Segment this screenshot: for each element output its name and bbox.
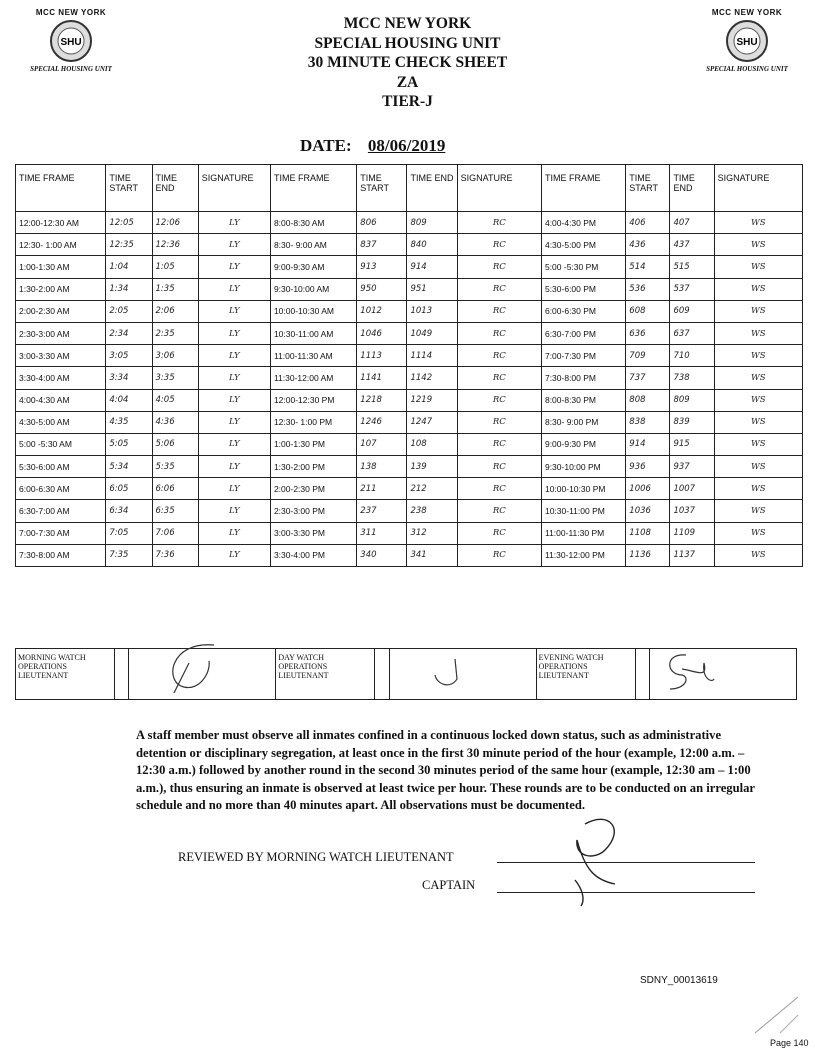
bates-number: SDNY_00013619	[640, 975, 718, 986]
signature-cell: RC	[457, 300, 541, 322]
time-frame-cell: 5:30-6:00 AM	[16, 456, 106, 478]
signature-cell: LY	[198, 322, 270, 344]
time-start-cell: 806	[357, 212, 407, 234]
column-header: SIGNATURE	[714, 165, 802, 212]
time-frame-cell: 5:00 -5:30 AM	[16, 433, 106, 455]
time-start-cell: 808	[626, 389, 670, 411]
signature-cell: WS	[714, 256, 802, 278]
time-start-cell: 6:05	[106, 478, 152, 500]
header-line-2: SPECIAL HOUSING UNIT	[314, 34, 501, 52]
column-header: TIME FRAME	[16, 165, 106, 212]
time-end-cell: 2:35	[152, 322, 198, 344]
time-frame-cell: 12:00-12:30 PM	[270, 389, 356, 411]
time-frame-cell: 1:30-2:00 PM	[270, 456, 356, 478]
table-row	[16, 300, 803, 322]
time-end-cell: 6:35	[152, 500, 198, 522]
day-watch-label: DAY WATCH OPERATIONS LIEUTENANT	[276, 649, 375, 700]
time-start-cell: 950	[357, 278, 407, 300]
time-end-cell: 1137	[670, 544, 714, 566]
time-start-cell: 1113	[357, 345, 407, 367]
time-end-cell: 809	[670, 389, 714, 411]
time-end-cell: 738	[670, 367, 714, 389]
table-row	[16, 478, 803, 500]
signature-cell: LY	[198, 300, 270, 322]
logo-bottom-text: SPECIAL HOUSING UNIT	[30, 65, 112, 73]
signature-cell: RC	[457, 256, 541, 278]
time-frame-cell: 12:30- 1:00 AM	[16, 234, 106, 256]
column-header: TIME END	[152, 165, 198, 212]
time-frame-cell: 2:00-2:30 PM	[270, 478, 356, 500]
sheet-header	[0, 14, 815, 112]
time-frame-cell: 3:30-4:00 PM	[270, 544, 356, 566]
reviewed-label: REVIEWED BY MORNING WATCH LIEUTENANT	[178, 850, 454, 864]
time-end-cell: 12:06	[152, 212, 198, 234]
table-row	[16, 234, 803, 256]
signature-cell: LY	[198, 478, 270, 500]
time-start-cell: 436	[626, 234, 670, 256]
time-frame-cell: 4:00-4:30 AM	[16, 389, 106, 411]
time-start-cell: 138	[357, 456, 407, 478]
time-end-cell: 6:06	[152, 478, 198, 500]
time-start-cell: 2:05	[106, 300, 152, 322]
time-frame-cell: 7:30-8:00 PM	[541, 367, 625, 389]
signature-cell: RC	[457, 345, 541, 367]
captain-label: CAPTAIN	[422, 878, 476, 892]
time-end-cell: 7:36	[152, 544, 198, 566]
time-frame-cell: 9:00-9:30 AM	[270, 256, 356, 278]
time-frame-cell: 7:30-8:00 AM	[16, 544, 106, 566]
time-frame-cell: 12:00-12:30 AM	[16, 212, 106, 234]
signature-cell: RC	[457, 322, 541, 344]
time-end-cell: 4:36	[152, 411, 198, 433]
time-frame-cell: 9:30-10:00 PM	[541, 456, 625, 478]
signature-cell: WS	[714, 300, 802, 322]
check-log-table	[15, 164, 803, 567]
time-end-cell: 809	[407, 212, 457, 234]
signature-cell: WS	[714, 456, 802, 478]
time-start-cell: 5:34	[106, 456, 152, 478]
time-end-cell: 1:35	[152, 278, 198, 300]
header-line-3: 30 MINUTE CHECK SHEET	[307, 54, 508, 71]
time-start-cell: 7:35	[106, 544, 152, 566]
table-row	[16, 389, 803, 411]
signature-cell: RC	[457, 389, 541, 411]
time-frame-cell: 2:30-3:00 PM	[270, 500, 356, 522]
signature-cell: RC	[457, 234, 541, 256]
signature-cell: LY	[198, 278, 270, 300]
policy-text: A staff member must observe all inmates confined in a continuous locked down status, such as administrative detention or disciplinary segregation, at least once in the first 30 minute period of the hour (example, 12:00 a.m. – 12:30 a.m.) followed by another round in the second 30 minutes period of the same hour (example, 12:30 am – 1:00 a.m.), thus ensuring an inmate is observed at least twice per hour. These rounds are to be conducted on an irregular schedule and no more than 40 minutes apart. All observations must be documented.	[136, 728, 755, 812]
time-frame-cell: 1:00-1:30 AM	[16, 256, 106, 278]
signature-cell: WS	[714, 478, 802, 500]
evening-watch-label: EVENING WATCH OPERATIONS LIEUTENANT	[536, 649, 635, 700]
table-header-row	[16, 165, 803, 212]
table-row	[16, 433, 803, 455]
signature-cell: WS	[714, 389, 802, 411]
signature-cell: LY	[198, 456, 270, 478]
time-frame-cell: 1:30-2:00 AM	[16, 278, 106, 300]
time-end-cell: 108	[407, 433, 457, 455]
time-start-cell: 4:35	[106, 411, 152, 433]
time-frame-cell: 8:30- 9:00 AM	[270, 234, 356, 256]
time-start-cell: 1012	[357, 300, 407, 322]
signature-cell: WS	[714, 367, 802, 389]
table-row	[16, 500, 803, 522]
seal-center-text: SHU	[60, 37, 82, 48]
signature-cell: LY	[198, 500, 270, 522]
time-frame-cell: 6:30-7:00 PM	[541, 322, 625, 344]
time-start-cell: 709	[626, 345, 670, 367]
time-start-cell: 237	[357, 500, 407, 522]
time-start-cell: 913	[357, 256, 407, 278]
date-value: 08/06/2019	[367, 136, 446, 155]
time-end-cell: 1247	[407, 411, 457, 433]
signature-cell: LY	[198, 212, 270, 234]
time-end-cell: 1007	[670, 478, 714, 500]
time-end-cell: 1049	[407, 322, 457, 344]
time-start-cell: 1:34	[106, 278, 152, 300]
time-start-cell: 311	[357, 522, 407, 544]
time-end-cell: 1142	[407, 367, 457, 389]
table-row	[16, 522, 803, 544]
evening-watch-signature	[649, 649, 796, 700]
time-end-cell: 951	[407, 278, 457, 300]
time-frame-cell: 10:00-10:30 PM	[541, 478, 625, 500]
time-start-cell: 636	[626, 322, 670, 344]
signature-cell: WS	[714, 522, 802, 544]
watch-signature-table	[15, 648, 797, 700]
time-start-cell: 3:34	[106, 367, 152, 389]
table-row	[16, 322, 803, 344]
table-row	[16, 367, 803, 389]
time-end-cell: 937	[670, 456, 714, 478]
time-start-cell: 340	[357, 544, 407, 566]
time-frame-cell: 3:30-4:00 AM	[16, 367, 106, 389]
time-end-cell: 1037	[670, 500, 714, 522]
table-row	[16, 411, 803, 433]
signature-cell: RC	[457, 478, 541, 500]
signature-cell: LY	[198, 544, 270, 566]
time-end-cell: 407	[670, 212, 714, 234]
time-start-cell: 12:35	[106, 234, 152, 256]
time-frame-cell: 1:00-1:30 PM	[270, 433, 356, 455]
time-start-cell: 1136	[626, 544, 670, 566]
time-frame-cell: 2:30-3:00 AM	[16, 322, 106, 344]
time-start-cell: 4:04	[106, 389, 152, 411]
signature-cell: RC	[457, 544, 541, 566]
time-start-cell: 12:05	[106, 212, 152, 234]
time-frame-cell: 11:30-12:00 PM	[541, 544, 625, 566]
time-end-cell: 212	[407, 478, 457, 500]
time-frame-cell: 11:30-12:00 AM	[270, 367, 356, 389]
time-frame-cell: 4:30-5:00 PM	[541, 234, 625, 256]
time-end-cell: 1114	[407, 345, 457, 367]
column-header: TIME START	[626, 165, 670, 212]
signature-cell: LY	[198, 367, 270, 389]
column-header: SIGNATURE	[457, 165, 541, 212]
time-start-cell: 837	[357, 234, 407, 256]
time-frame-cell: 9:30-10:00 AM	[270, 278, 356, 300]
time-start-cell: 5:05	[106, 433, 152, 455]
signature-cell: WS	[714, 212, 802, 234]
time-end-cell: 3:35	[152, 367, 198, 389]
signature-cell: WS	[714, 322, 802, 344]
signature-cell: LY	[198, 433, 270, 455]
signature-cell: WS	[714, 345, 802, 367]
time-start-cell: 1246	[357, 411, 407, 433]
time-start-cell: 6:34	[106, 500, 152, 522]
time-frame-cell: 11:00-11:30 PM	[541, 522, 625, 544]
time-frame-cell: 3:00-3:30 AM	[16, 345, 106, 367]
time-start-cell: 1036	[626, 500, 670, 522]
time-frame-cell: 6:00-6:30 AM	[16, 478, 106, 500]
time-end-cell: 839	[670, 411, 714, 433]
signature-cell: LY	[198, 345, 270, 367]
seal-center-text: SHU	[736, 37, 758, 48]
time-end-cell: 710	[670, 345, 714, 367]
time-end-cell: 238	[407, 500, 457, 522]
time-start-cell: 514	[626, 256, 670, 278]
time-start-cell: 1108	[626, 522, 670, 544]
reviewer-signature	[555, 810, 635, 910]
time-end-cell: 139	[407, 456, 457, 478]
column-header: TIME FRAME	[270, 165, 356, 212]
time-frame-cell: 6:00-6:30 PM	[541, 300, 625, 322]
time-frame-cell: 11:00-11:30 AM	[270, 345, 356, 367]
time-end-cell: 341	[407, 544, 457, 566]
time-start-cell: 914	[626, 433, 670, 455]
time-end-cell: 1:05	[152, 256, 198, 278]
time-frame-cell: 7:00-7:30 AM	[16, 522, 106, 544]
time-start-cell: 107	[357, 433, 407, 455]
time-end-cell: 1109	[670, 522, 714, 544]
time-frame-cell: 5:00 -5:30 PM	[541, 256, 625, 278]
time-frame-cell: 8:00-8:30 PM	[541, 389, 625, 411]
header-line-5: TIER-J	[382, 93, 433, 110]
time-start-cell: 1141	[357, 367, 407, 389]
table-row	[16, 278, 803, 300]
morning-watch-signature	[129, 649, 276, 700]
time-frame-cell: 2:00-2:30 AM	[16, 300, 106, 322]
date-label: DATE:	[300, 136, 352, 155]
column-header: TIME END	[407, 165, 457, 212]
signature-cell: WS	[714, 234, 802, 256]
time-frame-cell: 3:00-3:30 PM	[270, 522, 356, 544]
morning-watch-label: MORNING WATCH OPERATIONS LIEUTENANT	[16, 649, 115, 700]
column-header: SIGNATURE	[198, 165, 270, 212]
column-header: TIME END	[670, 165, 714, 212]
table-row	[16, 345, 803, 367]
time-frame-cell: 8:00-8:30 AM	[270, 212, 356, 234]
time-start-cell: 536	[626, 278, 670, 300]
time-start-cell: 737	[626, 367, 670, 389]
table-row	[16, 212, 803, 234]
time-start-cell: 1218	[357, 389, 407, 411]
time-start-cell: 936	[626, 456, 670, 478]
time-start-cell: 608	[626, 300, 670, 322]
signature-cell: WS	[714, 500, 802, 522]
time-frame-cell: 4:30-5:00 AM	[16, 411, 106, 433]
signature-cell: RC	[457, 278, 541, 300]
time-end-cell: 312	[407, 522, 457, 544]
signature-cell: LY	[198, 234, 270, 256]
header-line-1: MCC NEW YORK	[343, 15, 472, 32]
time-start-cell: 1006	[626, 478, 670, 500]
time-end-cell: 915	[670, 433, 714, 455]
time-end-cell: 7:06	[152, 522, 198, 544]
time-end-cell: 1219	[407, 389, 457, 411]
time-end-cell: 437	[670, 234, 714, 256]
page-curl-icon	[750, 995, 800, 1035]
table-row	[16, 256, 803, 278]
column-header: TIME START	[106, 165, 152, 212]
signature-cell: RC	[457, 433, 541, 455]
time-frame-cell: 9:00-9:30 PM	[541, 433, 625, 455]
time-end-cell: 5:35	[152, 456, 198, 478]
time-frame-cell: 6:30-7:00 AM	[16, 500, 106, 522]
time-end-cell: 3:06	[152, 345, 198, 367]
time-end-cell: 5:06	[152, 433, 198, 455]
signature-cell: LY	[198, 522, 270, 544]
logo-bottom-text: SPECIAL HOUSING UNIT	[706, 65, 788, 73]
column-header: TIME FRAME	[541, 165, 625, 212]
time-frame-cell: 10:30-11:00 PM	[541, 500, 625, 522]
signature-cell: RC	[457, 212, 541, 234]
time-frame-cell: 10:00-10:30 AM	[270, 300, 356, 322]
signature-cell: LY	[198, 389, 270, 411]
signature-cell: LY	[198, 256, 270, 278]
time-end-cell: 840	[407, 234, 457, 256]
signature-cell: WS	[714, 411, 802, 433]
time-frame-cell: 8:30- 9:00 PM	[541, 411, 625, 433]
time-end-cell: 609	[670, 300, 714, 322]
time-end-cell: 12:36	[152, 234, 198, 256]
time-frame-cell: 10:30-11:00 AM	[270, 322, 356, 344]
table-row	[16, 544, 803, 566]
column-header: TIME START	[357, 165, 407, 212]
time-start-cell: 406	[626, 212, 670, 234]
time-start-cell: 7:05	[106, 522, 152, 544]
signature-cell: WS	[714, 433, 802, 455]
header-line-4: ZA	[396, 73, 419, 91]
time-end-cell: 914	[407, 256, 457, 278]
date-field	[300, 136, 467, 156]
signature-cell: RC	[457, 411, 541, 433]
time-start-cell: 1046	[357, 322, 407, 344]
time-end-cell: 4:05	[152, 389, 198, 411]
time-start-cell: 2:34	[106, 322, 152, 344]
time-end-cell: 637	[670, 322, 714, 344]
time-end-cell: 1013	[407, 300, 457, 322]
signature-cell: WS	[714, 544, 802, 566]
time-end-cell: 515	[670, 256, 714, 278]
time-end-cell: 2:06	[152, 300, 198, 322]
time-start-cell: 3:05	[106, 345, 152, 367]
time-start-cell: 838	[626, 411, 670, 433]
time-frame-cell: 5:30-6:00 PM	[541, 278, 625, 300]
signature-cell: WS	[714, 278, 802, 300]
signature-cell: RC	[457, 456, 541, 478]
signature-cell: RC	[457, 367, 541, 389]
time-start-cell: 211	[357, 478, 407, 500]
time-end-cell: 537	[670, 278, 714, 300]
day-watch-signature	[389, 649, 536, 700]
signature-cell: LY	[198, 411, 270, 433]
logo-top-text: MCC NEW YORK	[35, 8, 107, 17]
table-row	[16, 456, 803, 478]
time-frame-cell: 7:00-7:30 PM	[541, 345, 625, 367]
signature-cell: RC	[457, 522, 541, 544]
signature-cell: RC	[457, 500, 541, 522]
time-frame-cell: 4:00-4:30 PM	[541, 212, 625, 234]
page-number: Page 140	[770, 1038, 809, 1048]
logo-top-text: MCC NEW YORK	[711, 8, 783, 17]
time-start-cell: 1:04	[106, 256, 152, 278]
time-frame-cell: 12:30- 1:00 PM	[270, 411, 356, 433]
